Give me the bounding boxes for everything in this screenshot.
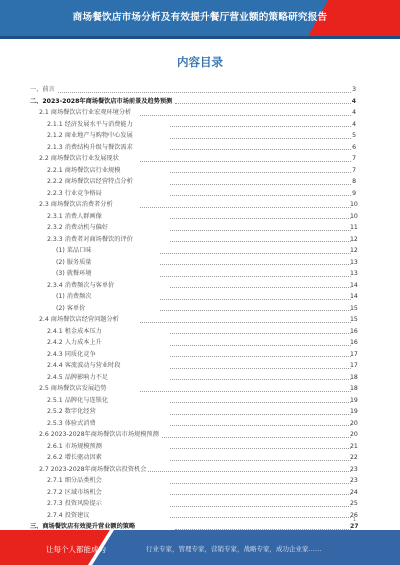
toc-entry-label: 2.4.3 同质化竞争 [47, 350, 96, 358]
toc-entry[interactable] [30, 464, 356, 476]
toc-entry-label: 2.7.3 投资风险提示 [47, 500, 102, 507]
toc-leader-dots [170, 218, 351, 219]
toc-entry[interactable] [30, 211, 356, 223]
toc-leader-dots [140, 115, 351, 116]
toc-leader-dots [170, 414, 351, 415]
toc-leader-dots [170, 379, 351, 380]
toc-entry-page: 14 [350, 281, 358, 289]
toc-entry[interactable] [30, 84, 356, 96]
page-number: 1 [352, 517, 356, 523]
toc-entry-page: 16 [350, 327, 358, 335]
toc-entry-page: 21 [350, 442, 358, 450]
toc-leader-dots [160, 299, 351, 300]
toc-entry-page: 27 [350, 523, 359, 530]
toc-leader-dots [170, 195, 351, 196]
toc-entry[interactable] [30, 314, 356, 326]
toc-leader-dots [170, 126, 351, 127]
toc-entry[interactable] [30, 303, 356, 315]
toc-entry-label: 2.1.2 商业地产与购物中心发展 [47, 132, 133, 139]
toc-entry-page: 24 [350, 488, 358, 496]
toc-entry-label: 2.4.4 客流波动与营业时段 [47, 362, 121, 369]
toc-entry[interactable] [30, 142, 356, 154]
toc-entry-page: 4 [351, 97, 356, 105]
toc-entry-label: 三、商场餐饮店有效提升营业额的策略 [30, 523, 136, 530]
toc-leader-dots [140, 437, 351, 438]
toc-entry-page: 8 [352, 178, 356, 185]
toc-entry[interactable] [30, 199, 356, 211]
toc-entry-page: 9 [352, 189, 356, 197]
report-title: 商场餐饮店市场分析及有效提升餐厅营业额的策略研究报告 [72, 12, 328, 23]
toc-entry-label: 2.5 商场餐饮店发展趋势 [39, 385, 107, 392]
toc-leader-dots [170, 356, 351, 357]
toc-entry-label: 2.4.2 人力成本上升 [47, 339, 102, 346]
toc-entry[interactable] [30, 406, 356, 418]
toc-leader-dots [170, 368, 351, 369]
toc-entry-label: 2.2 商场餐饮店行业发展现状 [39, 155, 119, 162]
toc-entry-label: 2.4.1 租金成本压力 [47, 327, 102, 335]
toc-leader-dots [44, 92, 351, 93]
toc-entry-label: 2.7.4 投资建议 [47, 511, 90, 519]
toc-entry[interactable] [30, 257, 356, 269]
toc-leader-dots [170, 241, 351, 242]
toc-entry[interactable] [30, 326, 356, 338]
toc-leader-dots [140, 207, 351, 208]
toc-entry-label: 2.5.1 品牌化与连锁化 [47, 396, 109, 404]
footer-banner [0, 530, 400, 565]
toc-entry[interactable] [30, 268, 356, 280]
toc-entry-page: 26 [350, 511, 358, 519]
header-banner [0, 0, 400, 36]
toc-entry-label: 2.4.5 品牌影响力不足 [47, 373, 109, 381]
toc-entry-label: 2.1 商场餐饮店行业宏观环境分析 [39, 109, 132, 116]
toc-leader-dots [140, 391, 351, 392]
toc-leader-dots [170, 345, 351, 346]
toc-leader-dots [140, 471, 351, 472]
toc-leader-dots [160, 253, 351, 254]
toc-entry-page: 7 [352, 155, 356, 162]
toc-entry-label: 2.7.1 细分品类机会 [47, 477, 102, 484]
toc-entry-page: 18 [350, 373, 358, 381]
toc-entry[interactable] [30, 234, 356, 246]
toc-entry-page: 14 [350, 293, 358, 300]
footer-slogan: 让每个人都能成为 [46, 545, 106, 554]
toc-entry-page: 19 [350, 408, 358, 415]
toc-entry-label: 2.6.2 增长驱动因素 [47, 454, 102, 461]
toc-leader-dots [170, 506, 351, 507]
toc-entry-label: 2.3 商场餐饮店消费者分析 [39, 201, 113, 208]
toc-entry-page: 19 [350, 396, 358, 404]
toc-entry-label: 2.6 2023-2028年商场餐饮店市场规模预测 [39, 431, 159, 438]
toc-entry-page: 15 [350, 304, 358, 312]
toc-leader-dots [160, 264, 351, 265]
toc-leader-dots [170, 138, 351, 139]
toc-entry[interactable] [30, 176, 356, 188]
toc-entry-page: 18 [350, 385, 358, 392]
toc-entry[interactable] [30, 360, 356, 372]
toc-entry-page: 3 [352, 86, 356, 93]
toc-entry-label: 2.3.4 消费频次与客单价 [47, 281, 115, 289]
toc-entry[interactable] [30, 245, 356, 257]
toc-entry[interactable] [30, 107, 356, 119]
toc-entry-page: 23 [350, 477, 358, 484]
toc-entry[interactable] [30, 119, 356, 131]
toc-entry[interactable] [30, 349, 356, 361]
toc-entry-label: 2.1.1 经济发展水平与消费能力 [47, 120, 133, 128]
toc-entry[interactable] [30, 222, 356, 234]
toc-entry-page: 10 [350, 212, 358, 220]
toc-entry[interactable] [30, 291, 356, 303]
toc-entry-label: 2.1.3 消费结构升级与餐饮需求 [47, 143, 133, 151]
toc-entry-label: (2) 服务质量 [56, 258, 92, 266]
toc-entry-label: (2) 客单价 [56, 304, 86, 312]
toc-entry-label: 2.5.3 体验式消费 [47, 419, 96, 427]
toc-leader-dots [170, 287, 351, 288]
toc-leader-dots [170, 483, 351, 484]
toc-entry-page: 13 [350, 270, 358, 277]
toc-leader-dots [160, 276, 351, 277]
toc-entry-label: 一、前言 [30, 86, 55, 93]
toc-entry-page: 13 [350, 258, 358, 266]
toc-entry[interactable] [30, 395, 356, 407]
toc-entry[interactable] [30, 441, 356, 453]
toc-leader-dots [170, 448, 351, 449]
toc-entry[interactable] [30, 165, 356, 177]
toc-entry[interactable] [30, 510, 356, 522]
toc-entry-label: 2.6.1 市场规模预测 [47, 442, 102, 450]
toc-entry-page: 20 [350, 419, 358, 427]
toc-leader-dots [170, 333, 351, 334]
toc-entry-label: 2.2.2 商场餐饮店经营特点分析 [47, 178, 133, 185]
toc-entry-page: 7 [352, 166, 356, 174]
toc-leader-dots [170, 460, 351, 461]
toc-entry-page: 25 [350, 500, 358, 507]
toc-entry-label: 2.4 商场餐饮店经营问题分析 [39, 316, 119, 323]
toc-leader-dots [170, 184, 351, 185]
toc-entry-page: 20 [350, 431, 358, 438]
toc-leader-dots [160, 310, 351, 311]
toc-entry-label: 2.7.2 区域市场机会 [47, 488, 102, 496]
toc-leader-dots [170, 402, 351, 403]
toc-entry[interactable] [30, 337, 356, 349]
toc-entry-page: 15 [350, 316, 358, 323]
toc-entry-label: 2.2.1 商场餐饮店行业规模 [47, 166, 121, 174]
toc-entry[interactable] [30, 475, 356, 487]
toc-entry[interactable] [30, 498, 356, 510]
toc-entry-label: 2.3.3 消费者对商场餐饮的评价 [47, 235, 133, 243]
toc-entry-page: 6 [352, 143, 356, 151]
toc-leader-dots [170, 425, 351, 426]
toc-entry-label: 2.2.3 行业竞争格局 [47, 189, 102, 197]
toc-entry-page: 4 [352, 109, 356, 116]
toc-entry-label: 2.3.1 消费人群画像 [47, 212, 102, 220]
toc-entry-label: 二、2023-2028年商场餐饮店市场前景及趋势预测 [30, 97, 173, 105]
toc-entry-page: 17 [350, 362, 358, 369]
toc-entry-page: 5 [352, 132, 356, 139]
toc-entry-label: 2.7 2023-2028年商场餐饮店投资机会 [39, 465, 147, 473]
toc-entry[interactable] [30, 372, 356, 384]
toc-entry-label: (3) 就餐环境 [56, 270, 92, 277]
toc-leader-dots [170, 230, 351, 231]
toc-entry[interactable] [30, 153, 356, 165]
toc-leader-dots [170, 149, 351, 150]
toc-entry[interactable] [30, 383, 356, 395]
toc-entry-page: 22 [350, 454, 358, 461]
toc-entry-page: 4 [352, 120, 356, 128]
toc-entry[interactable] [30, 280, 356, 292]
toc-entry-page: 12 [350, 235, 358, 243]
toc-entry[interactable] [30, 487, 356, 499]
toc-entry-label: 2.5.2 数字化经营 [47, 408, 96, 415]
toc-entry-label: (1) 消费频次 [56, 293, 92, 300]
toc-entry-page: 16 [350, 339, 358, 346]
toc-entry-page: 11 [350, 224, 358, 231]
footer-tagline: 行业专家，管理专家，营销专家，战略专家，成功企业家…… [146, 545, 322, 553]
toc-entry-page: 23 [350, 465, 358, 473]
table-of-contents [30, 84, 359, 544]
toc-leader-dots [170, 494, 351, 495]
header-divider [0, 36, 400, 39]
toc-leader-dots [140, 322, 351, 323]
toc-entry[interactable] [30, 452, 356, 464]
toc-entry[interactable] [30, 130, 356, 142]
toc-leader-dots [170, 172, 351, 173]
toc-entry-label: 2.3.2 消费动机与偏好 [47, 224, 109, 231]
toc-entry[interactable] [30, 418, 356, 430]
toc-entry-page: 17 [350, 350, 358, 358]
toc-entry[interactable] [30, 96, 356, 108]
toc-leader-dots [175, 103, 351, 104]
toc-entry[interactable] [30, 429, 356, 441]
toc-heading: 内容目录 [177, 55, 223, 69]
toc-entry-page: 12 [350, 247, 358, 254]
toc-entry-page: 10 [350, 201, 358, 208]
toc-entry[interactable] [30, 188, 356, 200]
toc-leader-dots [140, 161, 351, 162]
toc-entry-label: (1) 菜品口味 [56, 247, 92, 254]
toc-leader-dots [170, 517, 351, 518]
